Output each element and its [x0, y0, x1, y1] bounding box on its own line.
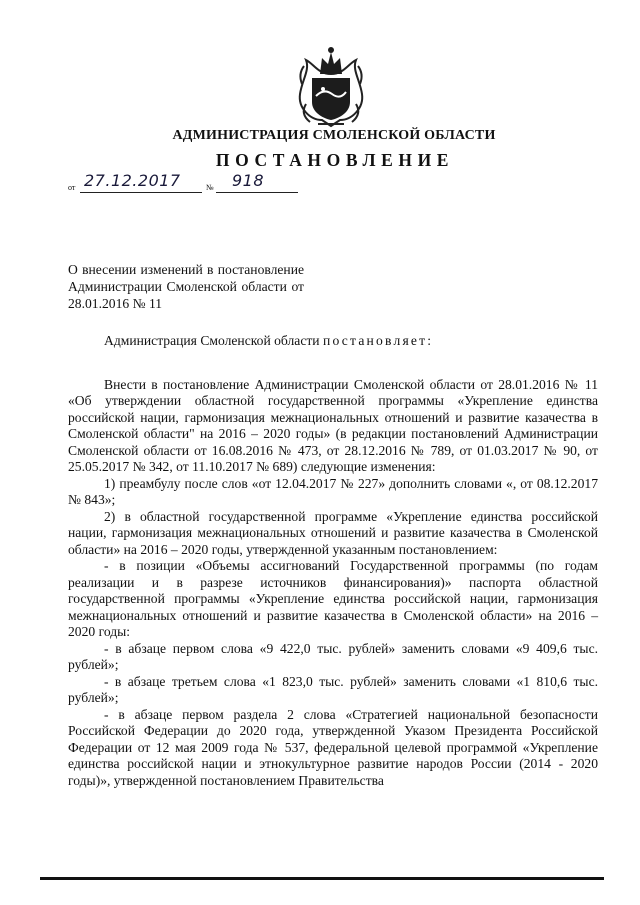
preamble-lead: Администрация Смоленской области	[104, 333, 323, 348]
body-paragraph: - в позиции «Объемы ассигнований Государственной программы (по годам реализации и в разрезе источников финансирования)» паспорта областной государственной программы «Укрепление единства российской нации, гармонизация межнациональных отношений и развитие казачества в Смоленской области» на 2016 – 2020 годы:	[68, 558, 598, 639]
handwritten-number: 918	[232, 171, 265, 190]
smolensk-coat-of-arms-emblem	[292, 44, 370, 128]
document-type-title: ПОСТАНОВЛЕНИЕ	[215, 150, 455, 170]
document-body	[68, 333, 598, 789]
body-paragraph: - в абзаце третьем слова «1 823,0 тыс. рублей» заменить словами «1 810,6 тыс. рублей»;	[68, 673, 598, 705]
date-prefix: от	[68, 183, 76, 192]
body-paragraph: - в абзаце первом раздела 2 слова «Стратегией национальной безопасности Российской Федерации до 2020 года, утвержденной Указом Президента Российской Федерации от 12 мая 2009 года № 537, федеральной целевой программой «Укрепление единства российской нации и этнокультурное развитие народов России (2014 - 2020 годы)», утвержденной постановлением Правительства	[68, 706, 598, 788]
body-paragraph: - в абзаце первом слова «9 422,0 тыс. рублей» заменить словами «9 409,6 тыс. рублей»;	[68, 640, 598, 672]
number-underline	[216, 192, 298, 193]
body-paragraph: 1) преамбулу после слов «от 12.04.2017 № 227» дополнить словами «, от 08.12.2017 № 843»;	[68, 475, 598, 507]
body-paragraph: 2) в областной государственной программе «Укрепление единства российской нации, гармонизация межнациональных отношений и развитие казачества в Смоленской области» на 2016 – 2020 годы, утвержденной указанным постановлением:	[68, 508, 598, 557]
organization-title: АДМИНИСТРАЦИЯ СМОЛЕНСКОЙ ОБЛАСТИ	[172, 128, 496, 143]
number-prefix: №	[206, 183, 214, 192]
handwritten-date: 27.12.2017	[84, 171, 181, 190]
page-bottom-border	[40, 877, 604, 880]
date-underline	[80, 192, 202, 193]
preamble-operative-word: постановляет:	[322, 333, 434, 348]
body-paragraph: Внести в постановление Администрации Смоленской области от 28.01.2016 № 11 «Об утверждении областной государственной программы «Укрепление единства российской нации, гармонизация межнациональных отношений и развитие казачества в Смоленской области" на 2016 – 2020 годы» (в редакции постановлений Администрации Смоленской области от 16.08.2016 № 473, от 28.12.2016 № 789, от 01.03.2017 № 90, от 25.05.2017 № 342, от 11.10.2017 № 689) следующие изменения:	[68, 376, 598, 474]
subject-text: О внесении изменений в постановление Администрации Смоленской области от 28.01.2016 № 11	[68, 262, 304, 311]
date-number-line	[68, 170, 308, 196]
document-subject	[68, 261, 304, 312]
preamble	[68, 333, 598, 350]
